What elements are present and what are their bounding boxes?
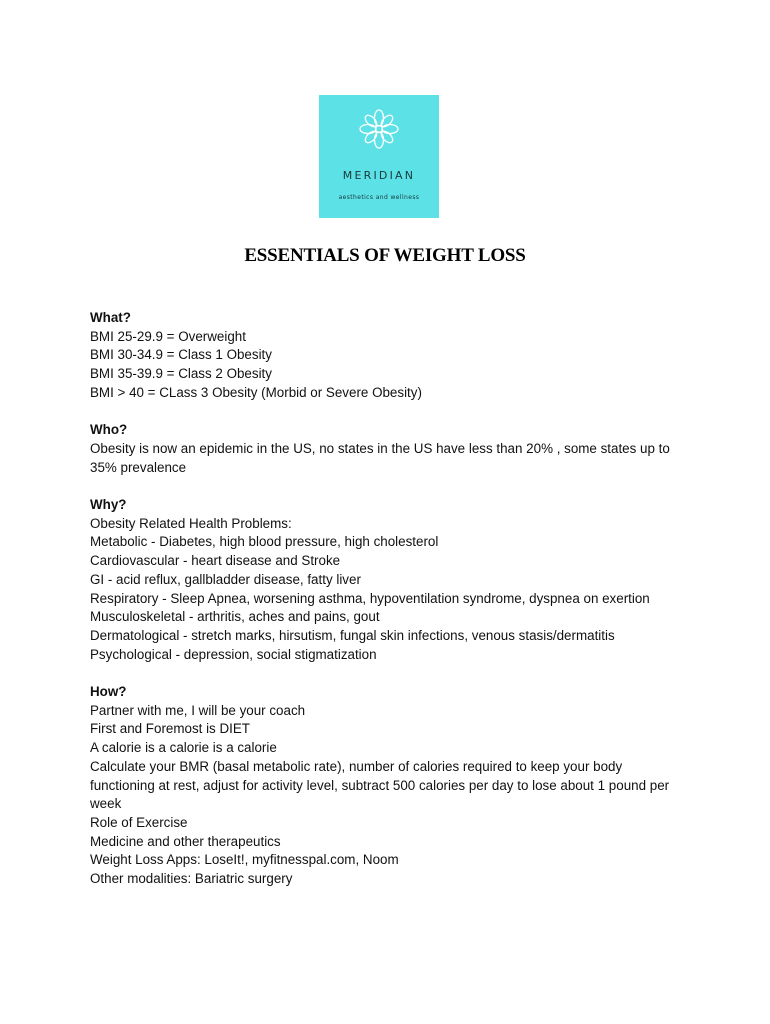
meridian-logo: [319, 95, 439, 218]
why-gi: GI - acid reflux, gallbladder disease, fatty liver: [90, 571, 361, 587]
document-body: [90, 309, 690, 907]
section-why: [90, 496, 690, 664]
section-heading-who: Who?: [90, 422, 128, 438]
who-text: Obesity is now an epidemic in the US, no states in the US have less than 20% , some states up to 35% prevalence: [90, 440, 670, 475]
section-heading-what: What?: [90, 310, 131, 325]
why-dermatological: Dermatological - stretch marks, hirsutism, fungal skin infections, venous stasis/dermatitis: [90, 627, 615, 643]
how-modalities: Other modalities: Bariatric surgery: [90, 871, 293, 887]
bmi-class-2: BMI 35-39.9 = Class 2 Obesity: [90, 366, 272, 382]
why-psychological: Psychological - depression, social stigmatization: [90, 646, 377, 662]
section-how: [90, 683, 690, 889]
how-diet: First and Foremost is DIET: [90, 721, 250, 737]
how-exercise: Role of Exercise: [90, 814, 188, 830]
why-respiratory: Respiratory - Sleep Apnea, worsening asthma, hypoventilation syndrome, dyspnea on exertion: [90, 590, 650, 606]
bmi-class-3: BMI > 40 = CLass 3 Obesity (Morbid or Severe Obesity): [90, 384, 422, 400]
section-who: [90, 421, 690, 477]
logo-tagline: aesthetics and wellness: [338, 194, 420, 201]
flower-icon: [359, 109, 399, 149]
why-musculoskeletal: Musculoskeletal - arthritis, aches and pains, gout: [90, 609, 380, 625]
logo-name: MERIDIAN: [342, 169, 416, 182]
page-title: ESSENTIALS OF WEIGHT LOSS: [244, 245, 526, 266]
why-cardiovascular: Cardiovascular - heart disease and Stroke: [90, 553, 341, 569]
bmi-class-1: BMI 30-34.9 = Class 1 Obesity: [90, 347, 272, 363]
how-bmr: Calculate your BMR (basal metabolic rate), number of calories required to keep your body functioning at rest, adjust for activity level, subtract 500 calories per day to lose about 1 pound per week: [90, 758, 670, 812]
how-coach: Partner with me, I will be your coach: [90, 702, 306, 718]
section-what: [90, 309, 690, 403]
how-medicine: Medicine and other therapeutics: [90, 833, 281, 849]
why-intro: Obesity Related Health Problems:: [90, 515, 292, 531]
how-apps: Weight Loss Apps: LoseIt!, myfitnesspal.com, Noom: [90, 852, 399, 868]
section-heading-how: How?: [90, 684, 127, 700]
why-metabolic: Metabolic - Diabetes, high blood pressure, high cholesterol: [90, 534, 439, 550]
how-calorie: A calorie is a calorie is a calorie: [90, 740, 277, 756]
section-heading-why: Why?: [90, 497, 127, 512]
bmi-overweight: BMI 25-29.9 = Overweight: [90, 328, 246, 344]
